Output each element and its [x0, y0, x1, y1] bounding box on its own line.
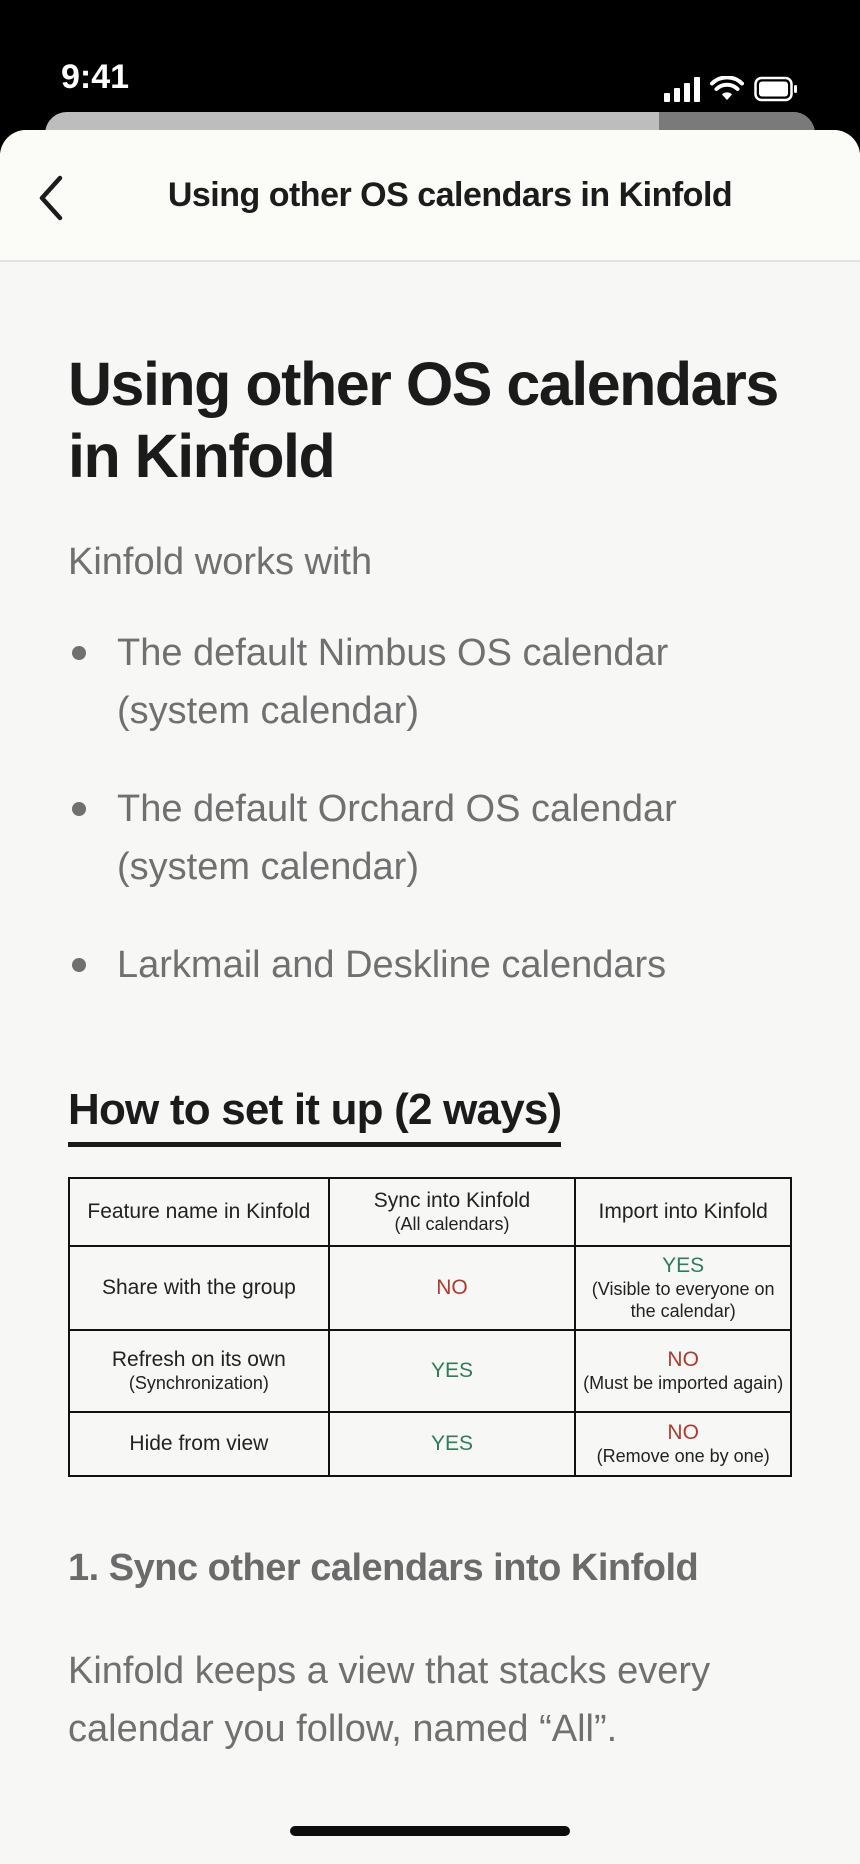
home-indicator[interactable]	[290, 1826, 570, 1836]
article-sheet	[0, 130, 860, 1864]
chevron-left-icon	[36, 174, 66, 222]
section-heading	[68, 1084, 561, 1147]
cellular-signal-icon	[664, 76, 700, 102]
list-item	[68, 936, 808, 994]
table-cell-feature: Hide from view	[69, 1412, 329, 1476]
battery-icon	[754, 76, 798, 102]
back-button[interactable]	[28, 172, 74, 224]
subheading: 1. Sync other calendars into Kinfold	[68, 1547, 699, 1589]
section-heading-text: How to set it up (2 ways)	[68, 1085, 562, 1134]
body-paragraph: Kinfold keeps a view that stacks every calendar you follow, named “All”.	[68, 1650, 711, 1750]
intro-text: Kinfold works with	[68, 541, 373, 583]
status-icons	[664, 74, 798, 102]
table-header-cell: Feature name in Kinfold	[69, 1178, 329, 1246]
list-item-text: The default Orchard OS calendar (system calendar)	[117, 788, 677, 888]
list-item-text: The default Nimbus OS calendar (system calendar)	[117, 632, 669, 732]
table-header-cell: Import into Kinfold	[575, 1178, 791, 1246]
list-item	[68, 780, 808, 896]
bullet-icon	[72, 958, 86, 972]
table-cell-import: NO (Must be imported again)	[575, 1330, 791, 1412]
bullet-icon	[72, 802, 86, 816]
table-row	[69, 1412, 791, 1476]
table-cell-import: YES (Visible to everyone on the calendar)	[575, 1246, 791, 1330]
table-cell-sync: NO	[329, 1246, 576, 1330]
navigation-bar	[0, 130, 860, 262]
table-row	[69, 1246, 791, 1330]
table-row	[69, 1330, 791, 1412]
list-item-text: Larkmail and Deskline calendars	[117, 944, 667, 986]
calendar-list	[68, 624, 808, 994]
bullet-icon	[72, 646, 86, 660]
table-cell-import: NO (Remove one by one)	[575, 1412, 791, 1476]
article-heading: Using other OS calendars in Kinfold	[68, 350, 778, 490]
table-cell-sync: YES	[329, 1412, 576, 1476]
table-cell-feature: Share with the group	[69, 1246, 329, 1330]
list-item	[68, 624, 808, 740]
status-bar	[0, 0, 860, 120]
wifi-icon	[710, 76, 744, 102]
table-cell-sync: YES	[329, 1330, 576, 1412]
table-header-row	[69, 1178, 791, 1246]
article-content	[68, 348, 808, 1758]
comparison-table	[68, 1177, 792, 1477]
status-time: 9:41	[61, 58, 130, 96]
table-header-cell: Sync into Kinfold (All calendars)	[329, 1178, 576, 1246]
nav-title: Using other OS calendars in Kinfold	[167, 176, 733, 214]
table-cell-feature: Refresh on its own (Synchronization)	[69, 1330, 329, 1412]
